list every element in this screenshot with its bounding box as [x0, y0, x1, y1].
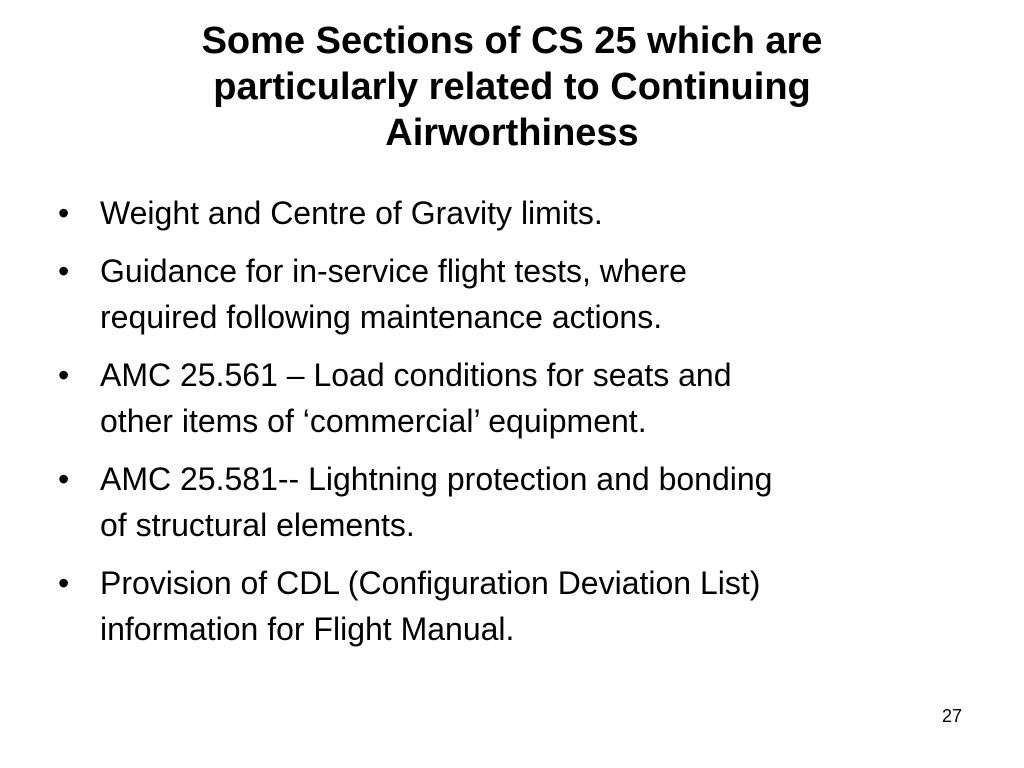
- bullet-icon: •: [58, 195, 70, 231]
- title-line: particularly related to Continuing: [213, 66, 811, 108]
- title-line: Airworthiness: [385, 112, 639, 154]
- bullet-item: [58, 456, 958, 548]
- bullet-text: AMC 25.581-- Lightning protection and bonding: [100, 461, 773, 497]
- bullet-list: [58, 190, 958, 664]
- bullet-item: [58, 190, 958, 236]
- bullet-text: AMC 25.561 – Load conditions for seats and: [100, 357, 732, 393]
- bullet-text: other items of ‘commercial’ equipment.: [100, 403, 647, 439]
- bullet-icon: •: [58, 565, 70, 601]
- bullet-text: required following maintenance actions.: [100, 299, 663, 335]
- bullet-text: Provision of CDL (Configuration Deviation List): [100, 565, 761, 601]
- bullet-item: [58, 352, 958, 444]
- bullet-icon: •: [58, 357, 70, 393]
- bullet-item: [58, 248, 958, 340]
- page-number: 27: [941, 706, 962, 726]
- bullet-icon: •: [58, 461, 70, 497]
- slide-title: [80, 18, 944, 156]
- bullet-text: information for Flight Manual.: [100, 611, 515, 647]
- title-line: Some Sections of CS 25 which are: [201, 20, 823, 62]
- bullet-text: Weight and Centre of Gravity limits.: [100, 195, 603, 231]
- bullet-icon: •: [58, 253, 70, 289]
- bullet-text: Guidance for in-service flight tests, where: [100, 253, 687, 289]
- bullet-item: [58, 560, 958, 652]
- bullet-text: of structural elements.: [100, 507, 415, 543]
